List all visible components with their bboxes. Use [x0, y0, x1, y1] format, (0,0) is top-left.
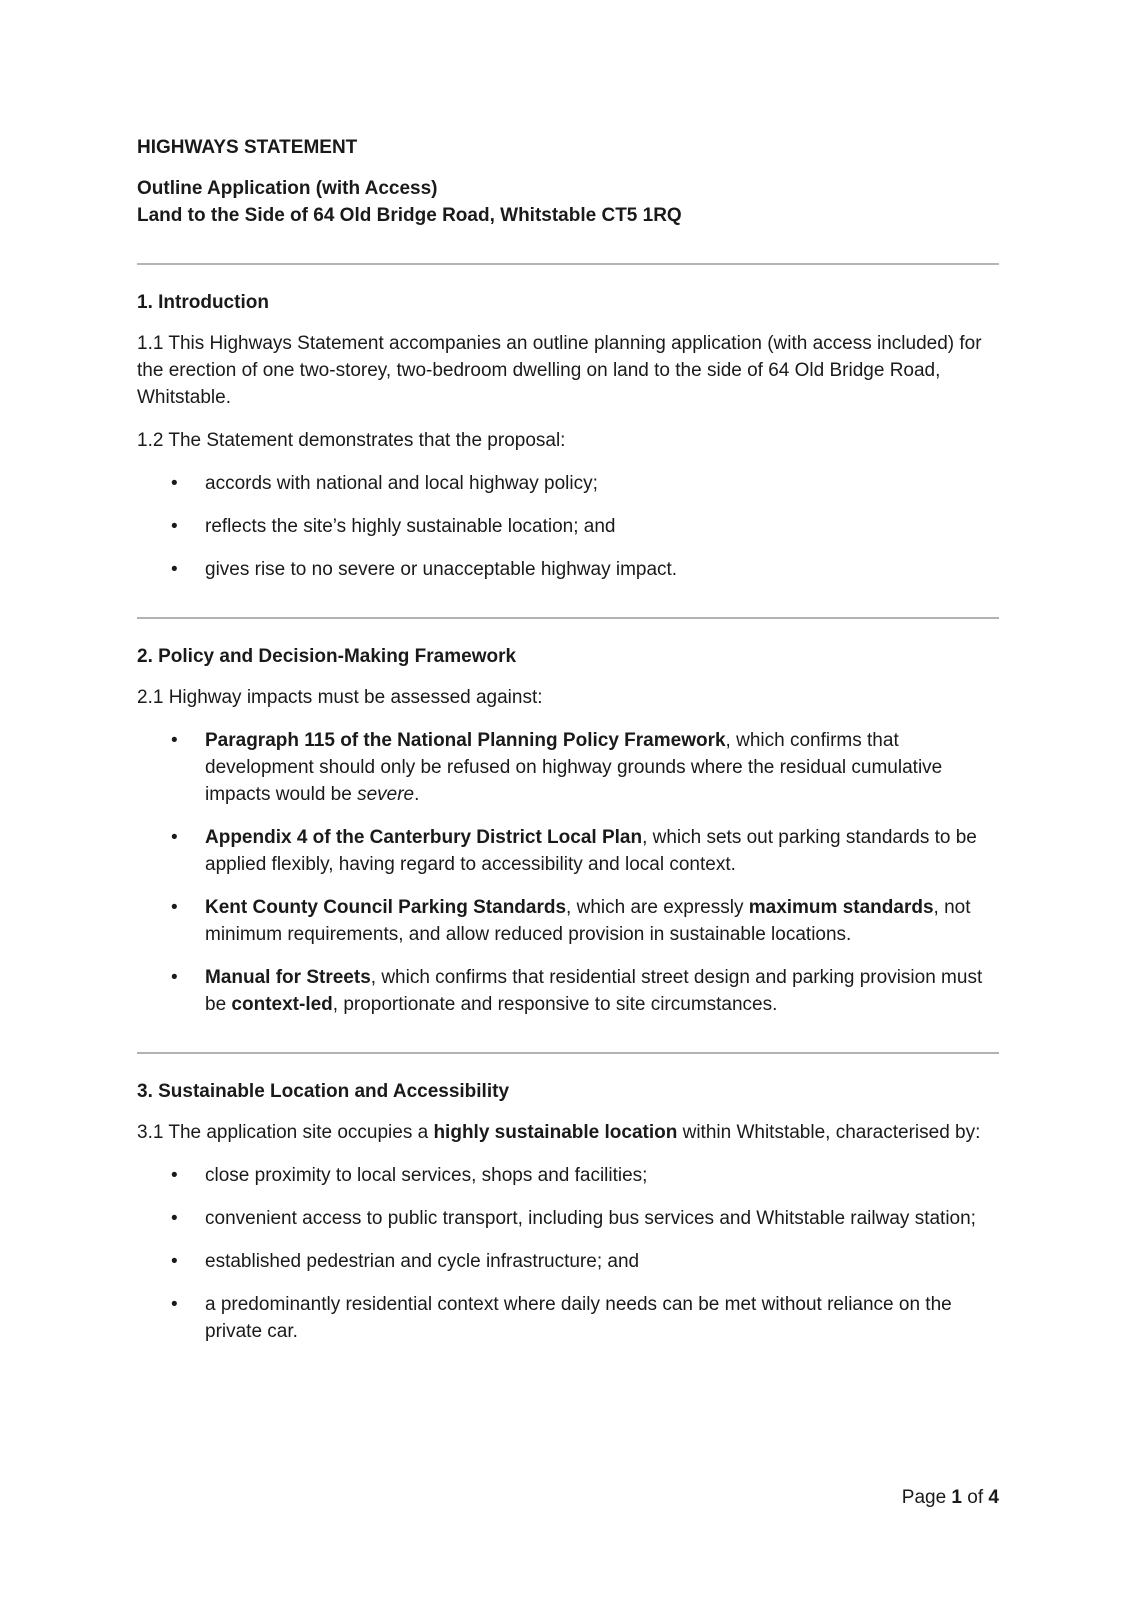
- list-item: • Kent County Council Parking Standards, which are expressly maximum standards, not minimum requirements, and allow reduced provision in sustainable locations.: [137, 894, 999, 948]
- bullet-icon: •: [171, 827, 178, 848]
- bullet-icon: •: [171, 1208, 178, 1229]
- list-item: • Paragraph 115 of the National Planning Policy Framework, which confirms that development should only be refused on highway grounds where the residual cumulative impacts would be severe.: [137, 727, 999, 808]
- paragraph-1-2: 1.2 The Statement demonstrates that the proposal:: [137, 430, 566, 451]
- document-page: [137, 134, 999, 1361]
- list-item: • gives rise to no severe or unacceptable highway impact.: [137, 556, 999, 583]
- bullet-list-location: [137, 1162, 999, 1345]
- bullet-icon: •: [171, 1294, 178, 1315]
- bullet-icon: •: [171, 559, 178, 580]
- bullet-icon: •: [171, 516, 178, 537]
- bullet-icon: •: [171, 897, 178, 918]
- bullet-icon: •: [171, 967, 178, 988]
- list-item: • close proximity to local services, shops and facilities;: [137, 1162, 999, 1189]
- list-item: • reflects the site’s highly sustainable location; and: [137, 513, 999, 540]
- section-heading-location: 3. Sustainable Location and Accessibility: [137, 1081, 510, 1102]
- bullet-list-introduction: [137, 470, 999, 583]
- list-item: • established pedestrian and cycle infrastructure; and: [137, 1248, 999, 1275]
- list-item: • Manual for Streets, which confirms that residential street design and parking provision must be context-led, proportionate and responsive to site circumstances.: [137, 964, 999, 1018]
- bullet-icon: •: [171, 1251, 178, 1272]
- list-item: • Appendix 4 of the Canterbury District Local Plan, which sets out parking standards to be applied flexibly, having regard to accessibility and local context.: [137, 824, 999, 878]
- site-address: Land to the Side of 64 Old Bridge Road, Whitstable CT5 1RQ: [137, 205, 682, 226]
- list-item: • a predominantly residential context where daily needs can be met without reliance on the private car.: [137, 1291, 999, 1345]
- bullet-list-policy: [137, 727, 999, 1018]
- list-item: • accords with national and local highway policy;: [137, 470, 999, 497]
- section-divider: [137, 617, 999, 619]
- section-heading-policy: 2. Policy and Decision-Making Framework: [137, 646, 517, 667]
- document-title: HIGHWAYS STATEMENT: [137, 137, 358, 158]
- list-item: • convenient access to public transport, including bus services and Whitstable railway station;: [137, 1205, 999, 1232]
- section-divider: [137, 1052, 999, 1054]
- paragraph-2-1: 2.1 Highway impacts must be assessed against:: [137, 687, 543, 708]
- bullet-icon: •: [171, 1165, 178, 1186]
- paragraph-1-1: 1.1 This Highways Statement accompanies an outline planning application (with access included) for the erection of one two-storey, two-bedroom dwelling on land to the side of 64 Old Bridge Road, Whitstable.: [137, 333, 982, 408]
- bullet-icon: •: [171, 730, 178, 751]
- section-heading-introduction: 1. Introduction: [137, 292, 269, 313]
- application-type: Outline Application (with Access): [137, 178, 438, 199]
- section-divider: [137, 263, 999, 265]
- page-number: Page 1 of 4: [901, 1487, 999, 1508]
- paragraph-3-1: 3.1 The application site occupies a highly sustainable location within Whitstable, characterised by:: [137, 1122, 981, 1143]
- bullet-icon: •: [171, 473, 178, 494]
